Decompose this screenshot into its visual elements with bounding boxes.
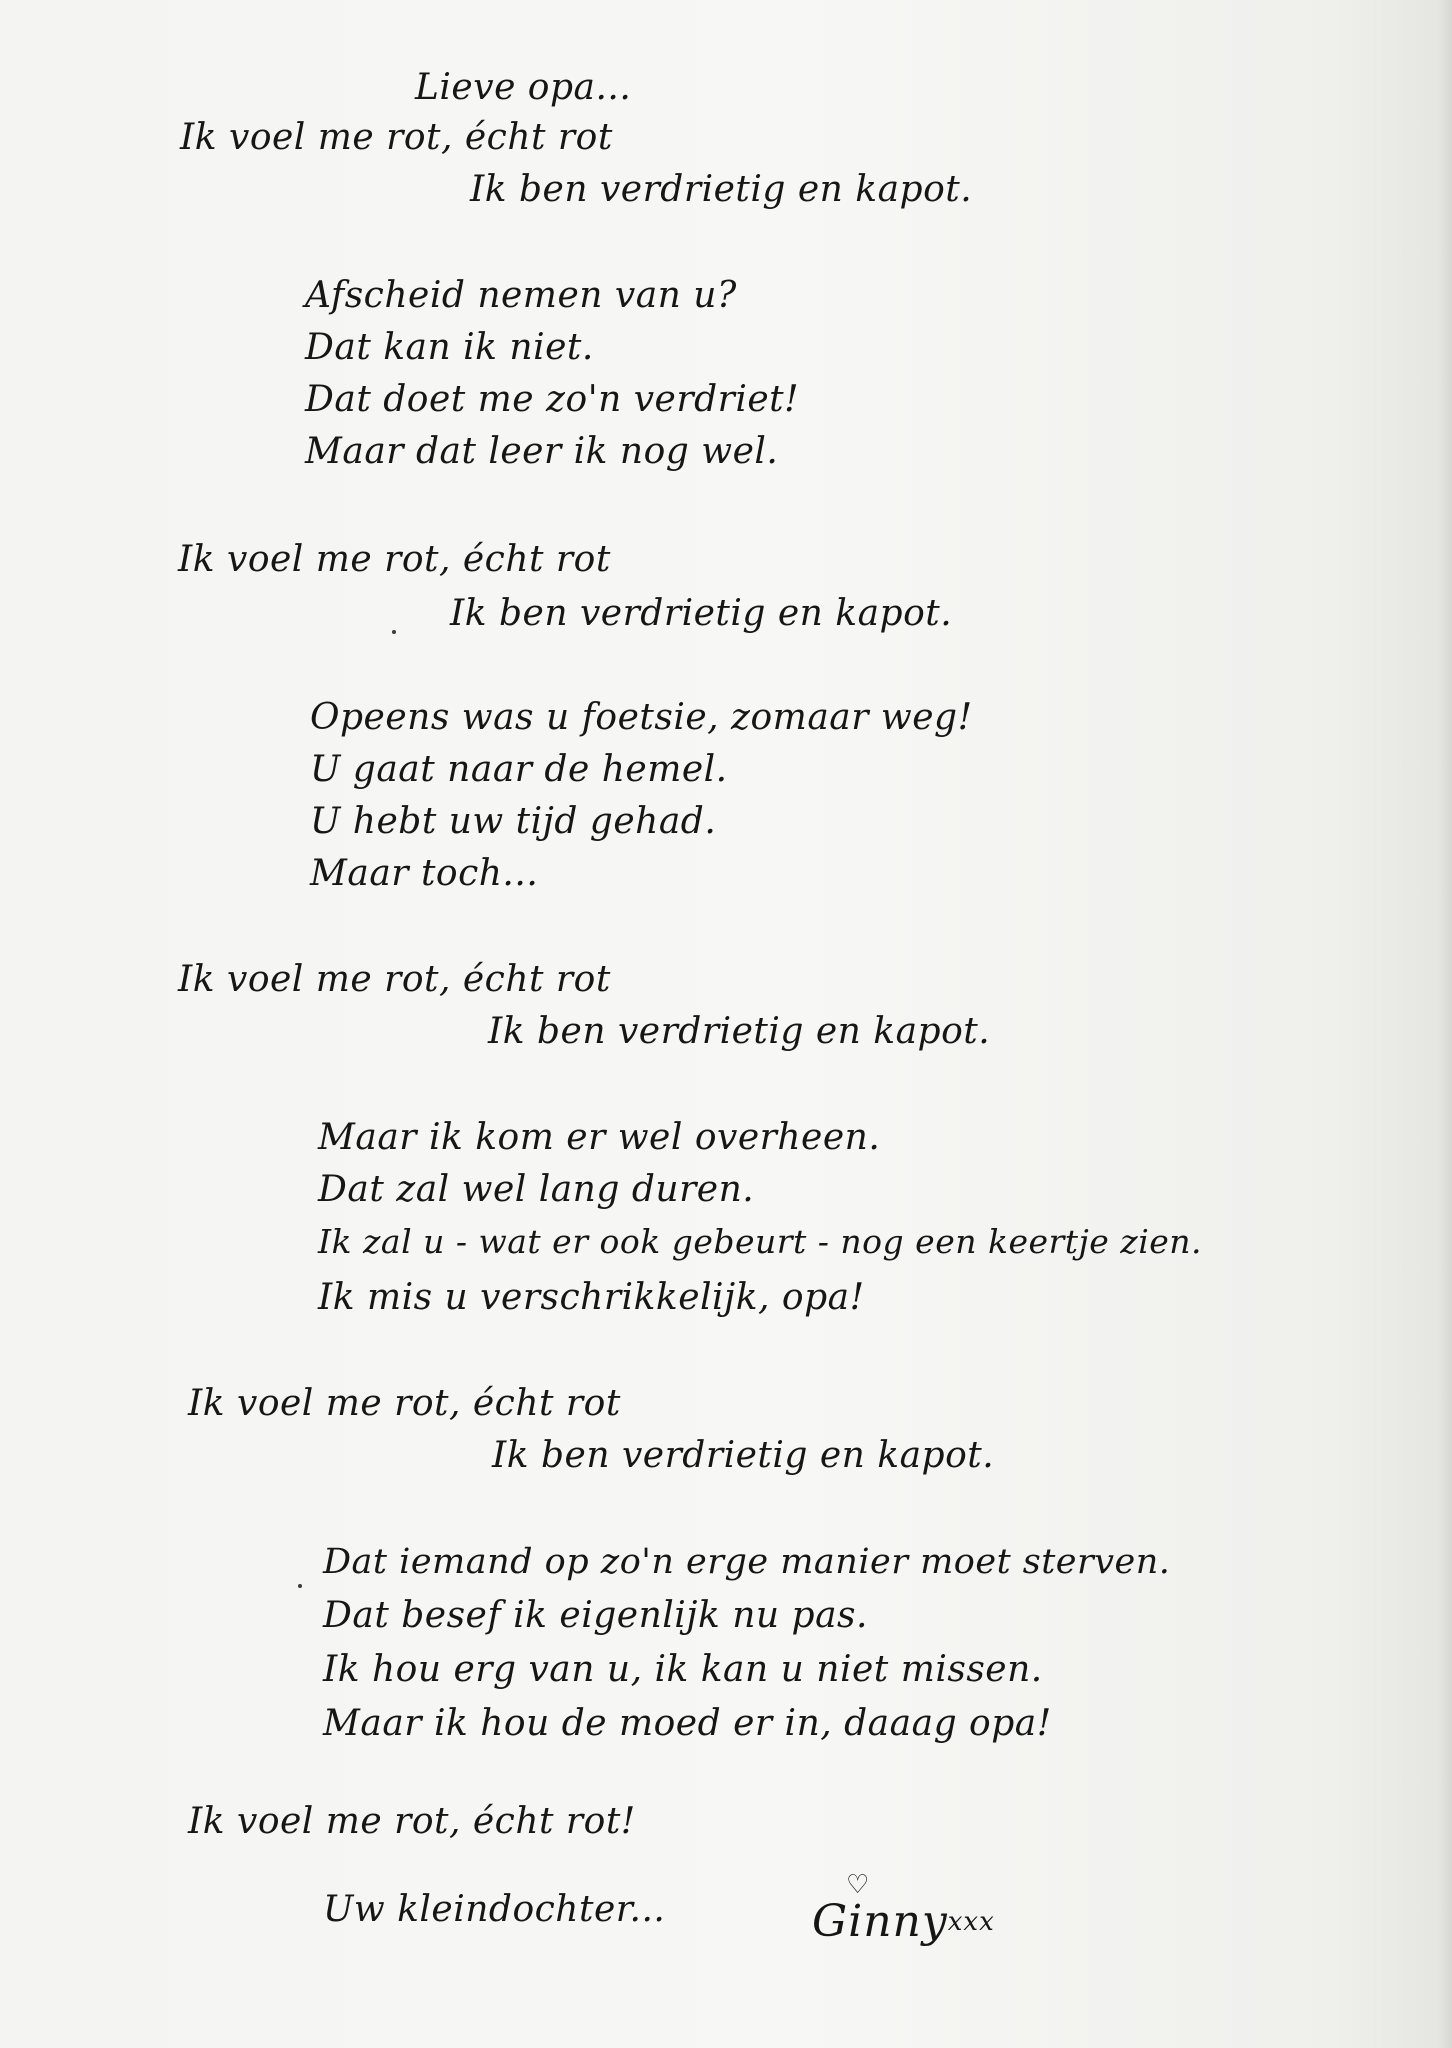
- stanza-line: Dat doet me zo'n verdriet!: [305, 379, 800, 420]
- heart-icon: ♡: [846, 1870, 870, 1900]
- stanza-line: Opeens was u foetsie, zomaar weg!: [310, 697, 973, 738]
- stanza-line: Dat kan ik niet.: [305, 327, 594, 368]
- ink-speck: [298, 1584, 302, 1588]
- signature: [812, 1896, 995, 1947]
- closing-text: Uw kleindochter...: [323, 1889, 666, 1930]
- ink-speck: [392, 630, 396, 634]
- stanza-line: Dat iemand op zo'n erge manier moet sterven.: [323, 1542, 1171, 1582]
- stanza-line: Ik zal u - wat er ook gebeurt - nog een keertje zien.: [318, 1222, 1203, 1261]
- stanza-line: Maar ik hou de moed er in, daaag opa!: [323, 1703, 1052, 1744]
- stanza-line: U hebt uw tijd gehad.: [310, 801, 717, 842]
- stanza-line: Maar dat leer ik nog wel.: [305, 431, 779, 472]
- stanza-line: Dat zal wel lang duren.: [318, 1169, 755, 1210]
- refrain-line: Ik ben verdrietig en kapot.: [450, 593, 953, 634]
- refrain-line: Ik voel me rot, écht rot: [188, 1383, 621, 1424]
- stanza-line: Maar ik kom er wel overheen.: [318, 1117, 881, 1158]
- refrain-line: Ik ben verdrietig en kapot.: [492, 1435, 995, 1476]
- refrain-line: Ik voel me rot, écht rot: [178, 539, 611, 580]
- stanza-line: U gaat naar de hemel.: [310, 749, 728, 790]
- stanza-line: Ik hou erg van u, ik kan u niet missen.: [323, 1649, 1043, 1690]
- refrain-line: Ik ben verdrietig en kapot.: [470, 169, 973, 210]
- stanza-line: Dat besef ik eigenlijk nu pas.: [323, 1595, 868, 1636]
- refrain-line: Ik voel me rot, écht rot: [180, 117, 613, 158]
- greeting: Lieve opa...: [415, 67, 632, 108]
- refrain-line: Ik ben verdrietig en kapot.: [488, 1011, 991, 1052]
- refrain-line: Ik voel me rot, écht rot: [178, 959, 611, 1000]
- stanza-line: Afscheid nemen van u?: [305, 275, 737, 316]
- closing-refrain: Ik voel me rot, écht rot!: [188, 1801, 636, 1842]
- stanza-line: Ik mis u verschrikkelijk, opa!: [318, 1277, 865, 1318]
- stanza-line: Maar toch...: [310, 853, 539, 894]
- signature-kisses: xxx: [947, 1907, 995, 1937]
- signature-name: Ginny: [812, 1896, 948, 1947]
